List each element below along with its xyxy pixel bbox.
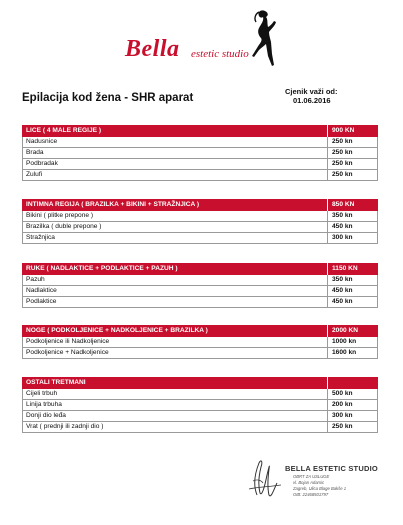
price-section-face (22, 125, 378, 181)
treatment-name: Podkoljenice ili Nadkoljenice (23, 337, 328, 347)
treatment-price: 300 kn (332, 234, 353, 241)
price-section-other (22, 377, 378, 433)
section-title: OSTALI TRETMANI (22, 377, 328, 389)
table-row (22, 137, 378, 148)
treatment-price: 350 kn (332, 276, 353, 283)
section-header (22, 325, 378, 337)
table-row (22, 286, 378, 297)
company-stamp (285, 464, 381, 504)
treatment-price: 350 kn (332, 212, 353, 219)
treatment-price: 250 kn (332, 160, 353, 167)
treatment-name: Linija trbuha (23, 400, 328, 410)
table-row (22, 400, 378, 411)
table-row (22, 211, 378, 222)
section-header (22, 263, 378, 275)
logo-tagline: estetic studio (191, 48, 249, 60)
treatment-name: Pazuh (23, 275, 328, 285)
stamp-line: OIB: 22468501797 (293, 492, 329, 497)
section-header (22, 199, 378, 211)
woman-silhouette-icon (245, 8, 281, 70)
price-section-legs (22, 325, 378, 359)
table-row (22, 170, 378, 181)
treatment-name: Nadlaktice (23, 286, 328, 296)
treatment-name: Donji dio leđa (23, 411, 328, 421)
section-title: NOGE ( PODKOLJENICE + NADKOLJENICE + BRAZILKA ) (22, 325, 328, 337)
section-price: 1150 KN (332, 265, 358, 272)
valid-from-date: 01.06.2016 (293, 96, 331, 105)
table-row (22, 389, 378, 400)
price-section-intimate (22, 199, 378, 244)
treatment-name: Brada (23, 148, 328, 158)
treatment-name: Podlaktice (23, 297, 328, 307)
treatment-name: Bikini ( plitke prepone ) (23, 211, 328, 221)
stamp-line: Zagreb, Ulica Blage Bakše 1 (293, 486, 347, 491)
table-row (22, 411, 378, 422)
treatment-price: 250 kn (332, 149, 353, 156)
treatment-price: 1600 kn (332, 349, 357, 356)
section-price: 2000 KN (332, 327, 359, 334)
treatment-price: 250 kn (332, 423, 353, 430)
table-row (22, 337, 378, 348)
treatment-price: 250 kn (332, 171, 353, 178)
treatment-price: 450 kn (332, 298, 353, 305)
handwritten-signature (243, 455, 283, 500)
treatment-name: Stražnjica (23, 233, 328, 243)
section-title: RUKE ( NADLAKTICE + PODLAKTICE + PAZUH ) (22, 263, 328, 275)
table-row (22, 297, 378, 308)
document-title: Epilacija kod žena - SHR aparat (22, 92, 194, 104)
section-title: LICE ( 4 MALE REGIJE ) (22, 125, 328, 137)
treatment-price: 1000 kn (332, 338, 357, 345)
treatment-name: Zulufi (23, 170, 328, 180)
stamp-line: vl. Bojan Adamic (293, 480, 325, 485)
stamp-line: OBRT ZA USLUGE (293, 474, 330, 479)
logo-brand: Bella (125, 36, 180, 62)
valid-from-label: Cjenik važi od: (285, 87, 338, 96)
table-row (22, 275, 378, 286)
treatment-price: 300 kn (332, 412, 353, 419)
bella-logo (125, 8, 285, 74)
treatment-name: Brazilka ( duble prepone ) (23, 222, 328, 232)
table-row (22, 159, 378, 170)
section-header (22, 125, 378, 137)
price-section-arms (22, 263, 378, 308)
section-price: 850 KN (332, 201, 355, 208)
table-row (22, 148, 378, 159)
treatment-price: 250 kn (332, 138, 353, 145)
treatment-name: Cijeli trbuh (23, 389, 328, 399)
treatment-price: 500 kn (332, 390, 353, 397)
treatment-name: Vrat ( prednji ili zadnji dio ) (23, 422, 328, 432)
table-row (22, 348, 378, 359)
treatment-name: Podkoljenice + Nadkoljenice (23, 348, 328, 358)
table-row (22, 422, 378, 433)
stamp-company-name: BELLA ESTETIC STUDIO (285, 464, 378, 473)
section-price: 900 KN (332, 127, 355, 134)
table-row (22, 222, 378, 233)
treatment-name: Podbradak (23, 159, 328, 169)
treatment-price: 450 kn (332, 287, 353, 294)
section-title: INTIMNA REGIJA ( BRAZILKA + BIKINI + STRAŽNJICA ) (22, 199, 328, 211)
section-price (328, 377, 378, 389)
table-row (22, 233, 378, 244)
section-header (22, 377, 378, 389)
treatment-name: Nadusnice (23, 137, 328, 147)
treatment-price: 450 kn (332, 223, 353, 230)
treatment-price: 200 kn (332, 401, 353, 408)
